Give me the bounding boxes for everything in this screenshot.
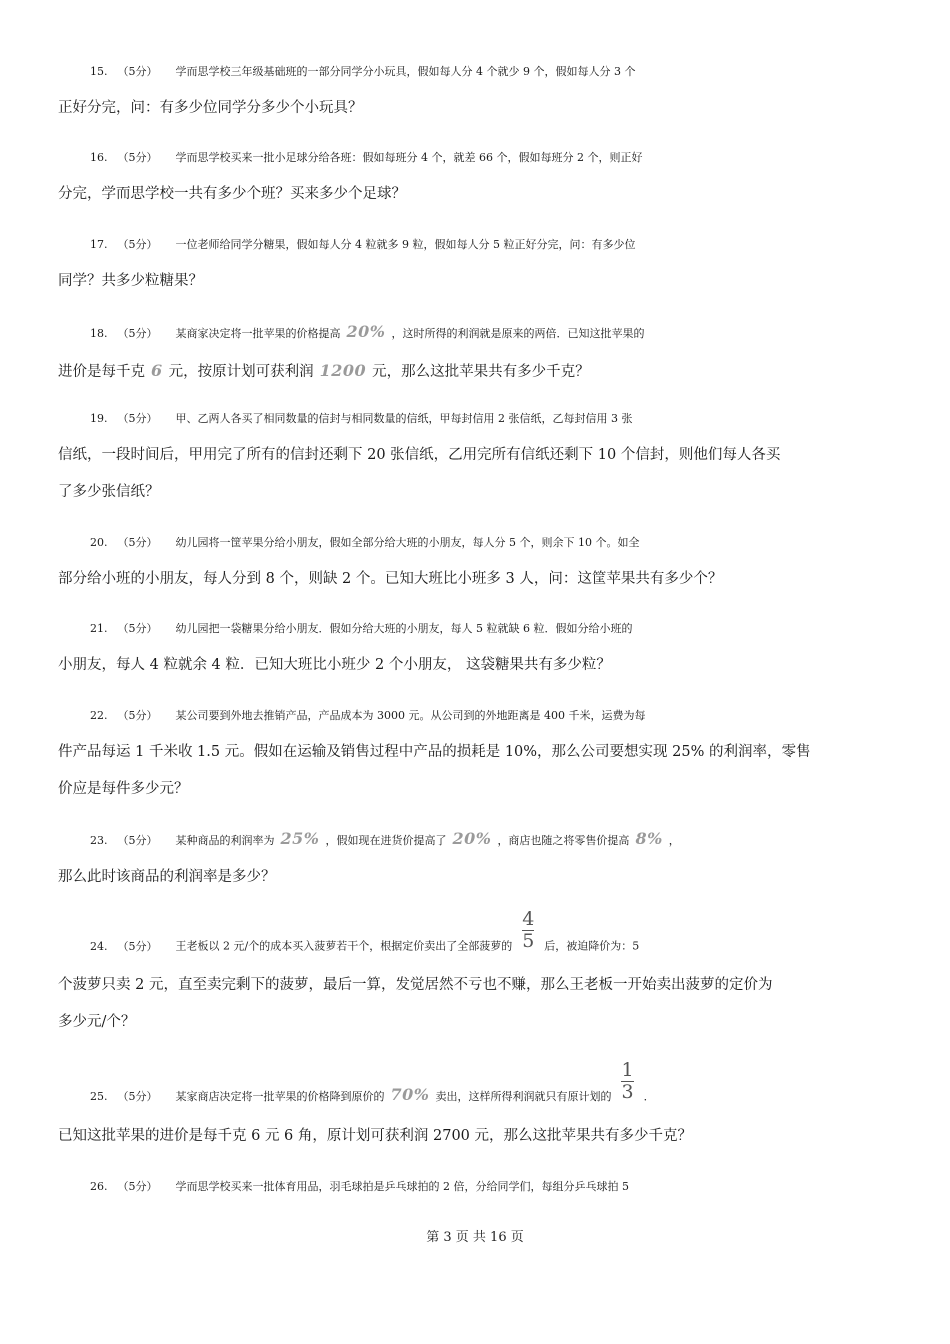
question-text: 幼儿园将一筐苹果分给小朋友，假如全部分给大班的小朋友，每人分 5 个，则余下 10 个。如全 xyxy=(175,536,640,549)
question-text: 后，被迫降价为：5 xyxy=(544,939,640,953)
question-number: 25. xyxy=(90,1090,108,1103)
question-17 xyxy=(58,226,894,300)
question-text: 小朋友，每人 4 粒就余 4 粒．已知大班比小班少 2 个小朋友， 这袋糖果共有多少粒？ xyxy=(58,657,611,673)
question-text: 多少元/个？ xyxy=(58,1014,136,1030)
question-score: （5分） xyxy=(117,709,158,722)
fraction-numerator: 1 xyxy=(621,1058,634,1081)
math-value: 20% xyxy=(452,829,492,848)
question-text: 卖出，这样所得利润就只有原计划的 xyxy=(435,1090,612,1103)
question-22 xyxy=(58,697,894,808)
question-text: 信纸，一段时间后，甲用完了所有的信封还剩下 20 张信纸，乙用完所有信纸还剩下 10 个信封，则他们每人各买 xyxy=(58,447,781,463)
fraction xyxy=(522,910,534,951)
question-score: （5分） xyxy=(117,622,158,635)
math-value: 25% xyxy=(280,829,320,848)
question-text: 某商家决定将一批苹果的价格提高 xyxy=(175,327,341,340)
question-number: 21. xyxy=(90,622,108,635)
question-text: 某家商店决定将一批苹果的价格降到原价的 xyxy=(175,1090,385,1103)
question-15 xyxy=(58,53,894,127)
question-text: 那么此时该商品的利润率是多少？ xyxy=(58,869,276,885)
question-text: 个菠萝只卖 2 元，直至卖完剩下的菠萝，最后一算，发觉居然不亏也不赚，那么王老板一开始卖出菠萝的定价为 xyxy=(58,977,773,993)
question-text: 某公司要到外地去推销产品，产品成本为 3000 元。从公司到的外地距离是 400 千米，运费为每 xyxy=(175,709,646,722)
question-text: 学而思学校三年级基础班的一部分同学分小玩具，假如每人分 4 个就少 9 个，假如每人分 3 个 xyxy=(175,65,636,78)
question-text: 学而思学校买来一批小足球分给各班：假如每班分 4 个，就差 66 个，假如每班分 2 个，则正好 xyxy=(175,151,643,164)
question-text: ，假如现在进货价提高了 xyxy=(325,834,447,847)
question-text: 学而思学校买来一批体育用品，羽毛球拍是乒乓球拍的 2 倍，分给同学们，每组分乒乓球拍 5 xyxy=(175,1180,629,1193)
math-value: 8% xyxy=(635,829,663,848)
question-19 xyxy=(58,400,894,511)
question-text: 正好分完，问：有多少位同学分多少个小玩具？ xyxy=(58,100,363,116)
question-text: 一位老师给同学分糖果，假如每人分 4 粒就多 9 粒，假如每人分 5 粒正好分完，问：有多少位 xyxy=(175,238,636,251)
page-footer: 第 3 页 共 16 页 xyxy=(426,1230,524,1245)
question-text: 元，按原计划可获利润 xyxy=(168,364,314,380)
question-text: ， xyxy=(668,834,680,847)
math-value: 20% xyxy=(346,322,386,341)
question-text: ，这时所得的利润就是原来的两倍．已知这批苹果的 xyxy=(391,327,645,340)
question-number: 23. xyxy=(90,834,108,847)
question-text: 价应是每件多少元？ xyxy=(58,781,189,797)
question-text: 件产品每运 1 千米收 1.5 元。假如在运输及销售过程中产品的损耗是 10%，那么公司要想实现 25% 的利润率，零售 xyxy=(58,744,811,760)
question-number: 16. xyxy=(90,151,108,164)
fraction-denominator: 5 xyxy=(522,930,535,952)
question-text: 甲、乙两人各买了相同数量的信封与相同数量的信纸，甲每封信用 2 张信纸，乙每封信用 3 张 xyxy=(175,412,633,425)
question-text: 了多少张信纸？ xyxy=(58,484,160,500)
question-score: （5分） xyxy=(117,327,158,340)
question-25 xyxy=(58,1058,894,1155)
question-18 xyxy=(58,313,894,391)
question-text: ． xyxy=(643,1090,655,1103)
question-21 xyxy=(58,610,894,684)
question-number: 18. xyxy=(90,327,108,340)
math-value: 1200 xyxy=(319,361,367,380)
question-number: 26. xyxy=(90,1180,108,1193)
fraction-numerator: 4 xyxy=(522,908,535,930)
question-text: 已知这批苹果的进价是每千克 6 元 6 角，原计划可获利润 2700 元，那么这批苹果共有多少千克？ xyxy=(58,1127,693,1144)
question-score: （5分） xyxy=(117,536,158,549)
question-number: 17. xyxy=(90,238,108,251)
question-score: （5分） xyxy=(117,1180,158,1193)
question-score: （5分） xyxy=(117,151,158,164)
question-score: （5分） xyxy=(117,939,158,953)
question-26 xyxy=(58,1168,894,1205)
math-value: 70% xyxy=(390,1085,430,1104)
question-number: 19. xyxy=(90,412,108,425)
question-23 xyxy=(58,820,894,896)
question-16 xyxy=(58,139,894,213)
question-score: （5分） xyxy=(117,412,158,425)
question-score: （5分） xyxy=(117,238,158,251)
math-value: 6 xyxy=(151,361,163,380)
question-text: 元，那么这批苹果共有多少千克？ xyxy=(372,364,590,380)
question-number: 22. xyxy=(90,709,108,722)
question-text: ，商店也随之将零售价提高 xyxy=(497,834,630,847)
question-20 xyxy=(58,524,894,598)
question-text: 进价是每千克 xyxy=(58,364,145,380)
question-text: 王老板以 2 元/个的成本买入菠萝若干个，根据定价卖出了全部菠萝的 xyxy=(175,939,513,953)
question-score: （5分） xyxy=(117,1090,158,1103)
question-number: 20. xyxy=(90,536,108,549)
question-text: 分完，学而思学校一共有多少个班？买来多少个足球？ xyxy=(58,186,406,202)
question-number: 24. xyxy=(90,939,108,953)
question-text: 部分给小班的小朋友，每人分到 8 个，则缺 2 个。已知大班比小班多 3 人，问：这筐苹果共有多少个？ xyxy=(58,571,723,587)
fraction xyxy=(621,1058,634,1103)
question-24 xyxy=(58,908,894,1041)
question-score: （5分） xyxy=(117,65,158,78)
question-score: （5分） xyxy=(117,834,158,847)
question-number: 15. xyxy=(90,65,108,78)
fraction-denominator: 3 xyxy=(621,1080,634,1103)
question-text: 同学？共多少粒糖果？ xyxy=(58,273,203,289)
question-text: 幼儿园把一袋糖果分给小朋友．假如分给大班的小朋友，每人 5 粒就缺 6 粒．假如分给小班的 xyxy=(175,622,633,635)
question-text: 某种商品的利润率为 xyxy=(175,834,275,847)
